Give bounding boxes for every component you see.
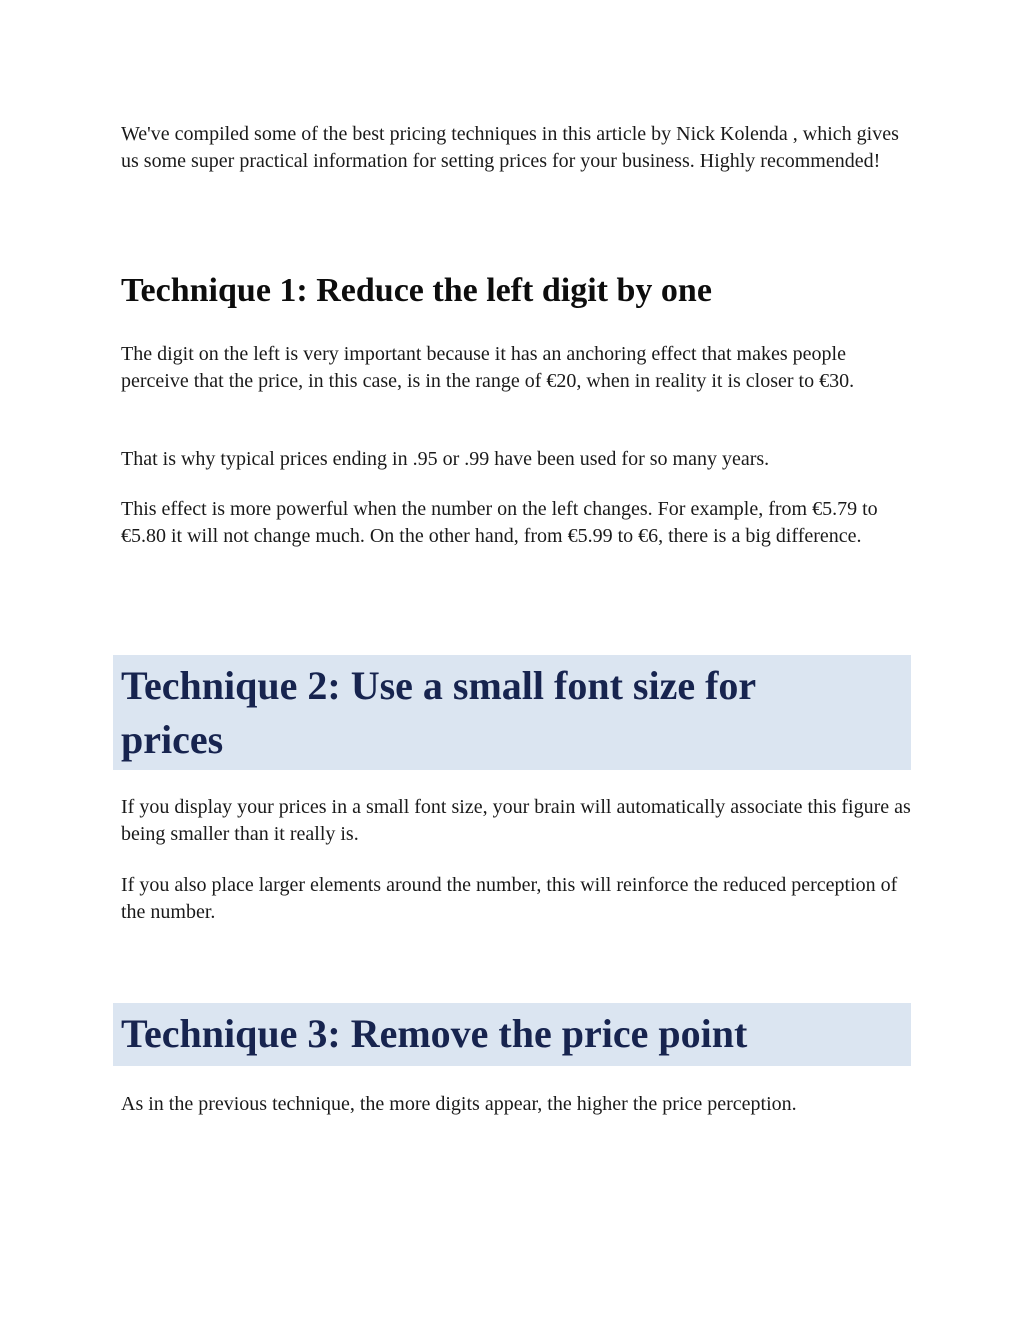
technique-1-heading: Technique 1: Reduce the left digit by one [121, 272, 712, 309]
technique-1-paragraph-3: This effect is more powerful when the number on the left changes. For example, from €5.79 to €5.80 it will not change much. On the other hand, from €5.99 to €6, there is a big difference. [121, 498, 878, 547]
intro-paragraph: We've compiled some of the best pricing techniques in this article by Nick Kolenda , which gives us some super practical information for setting prices for your business. Highly recommended! [121, 123, 899, 172]
technique-1-paragraph-1: The digit on the left is very important because it has an anchoring effect that makes people perceive that the price, in this case, is in the range of €20, when in reality it is closer to €30. [121, 343, 855, 392]
technique-3-paragraph-1: As in the previous technique, the more digits appear, the higher the price perception. [121, 1093, 797, 1115]
technique-1-paragraph-2: That is why typical prices ending in .95 or .99 have been used for so many years. [121, 448, 770, 470]
technique-2-paragraph-2: If you also place larger elements around the number, this will reinforce the reduced perception of the number. [121, 874, 898, 923]
technique-2-heading-box [113, 655, 911, 770]
technique-3-heading-box [113, 1003, 911, 1066]
technique-2-heading: Technique 2: Use a small font size for prices [121, 663, 756, 762]
technique-2-paragraph-1: If you display your prices in a small font size, your brain will automatically associate this figure as being smaller than it really is. [121, 796, 911, 845]
technique-3-heading: Technique 3: Remove the price point [121, 1011, 748, 1056]
